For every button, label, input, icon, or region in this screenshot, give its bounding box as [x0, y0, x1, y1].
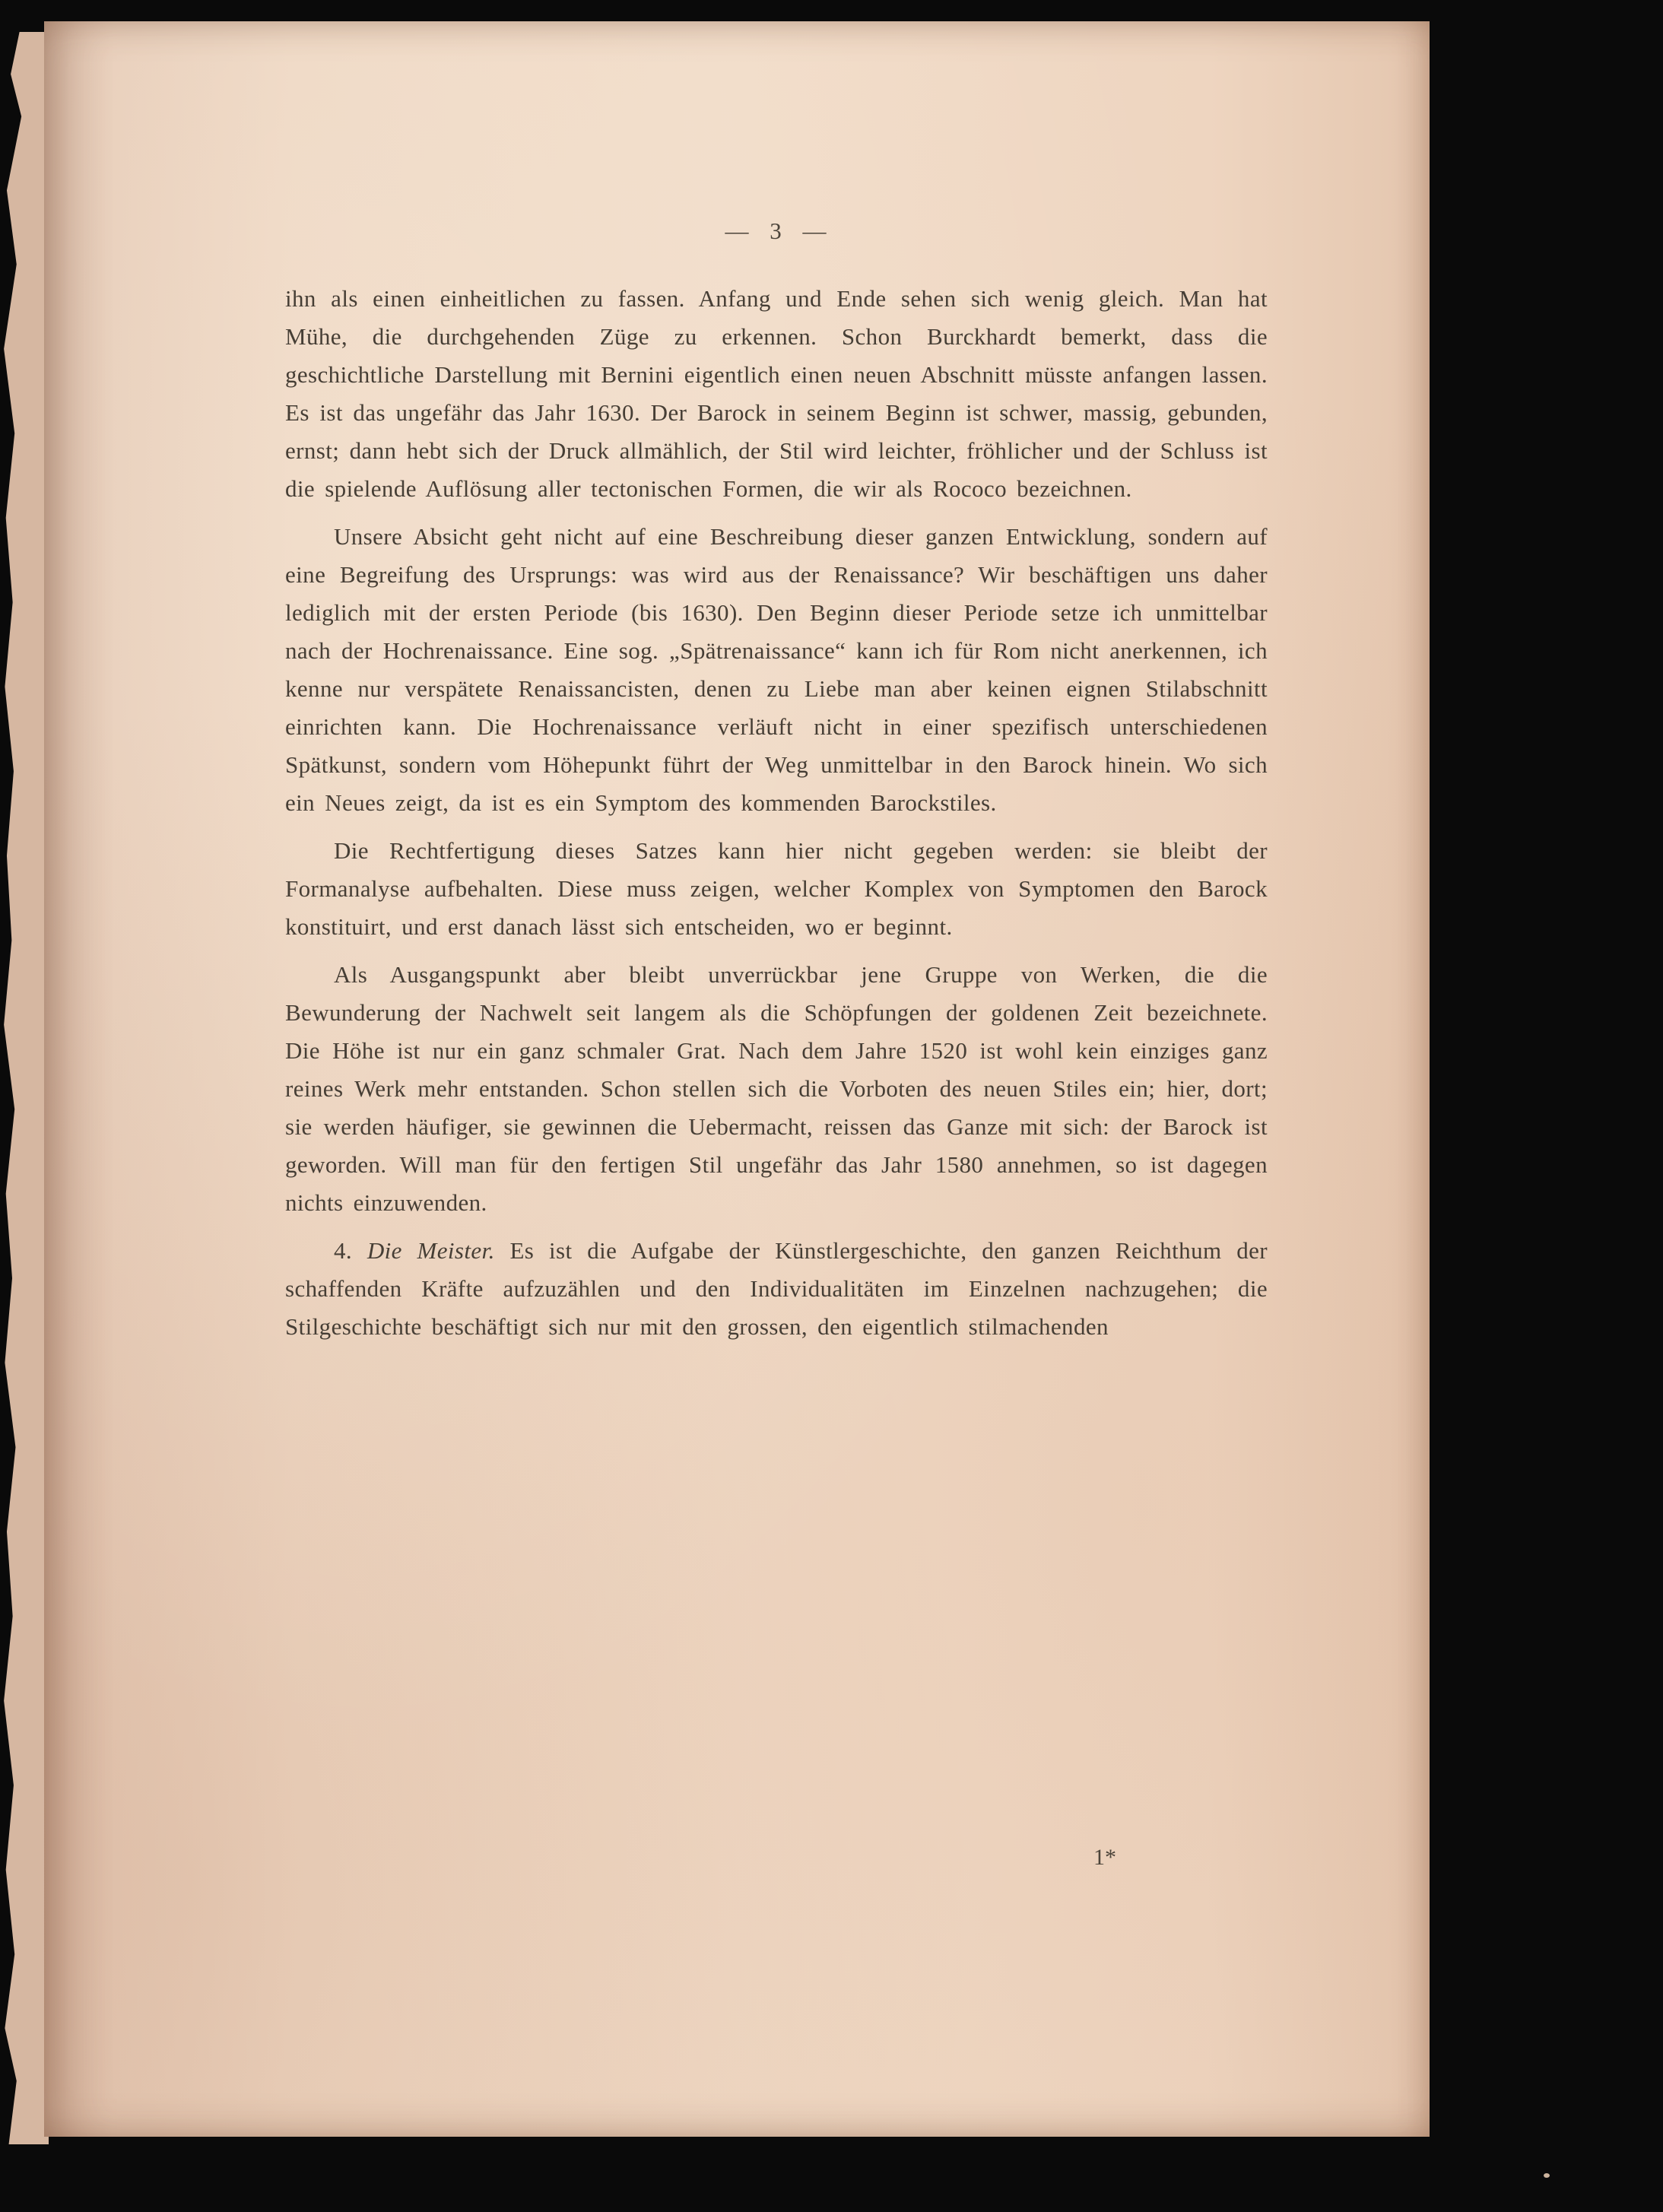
section-title: Die Meister.: [367, 1237, 495, 1264]
page-number: — 3 —: [725, 217, 828, 244]
paragraph-continuation: ihn als einen einheitlichen zu fassen. Anfang und Ende sehen sich wenig gleich. Man hat Mühe, die durchgehenden Züge zu erkennen. Schon Burckhardt bemerkt, dass die geschichtliche Darstellung mit Bernini eigentlich einen neuen Abschnitt müsste anfangen lassen. Es ist das ungefähr das Jahr 1630. Der Barock in seinem Beginn ist schwer, massig, gebunden, ernst; dann hebt sich der Druck allmählich, der Stil wird leichter, fröhlicher und der Schluss ist die spielende Auflösung aller tectonischen Formen, die wir als Rococo bezeichnen.: [285, 285, 1268, 502]
paragraph: Als Ausgangspunkt aber bleibt unverrückbar jene Gruppe von Werken, die die Bewunderung der Nachwelt seit langem als die Schöpfungen der goldenen Zeit bezeichnete. Die Höhe ist nur ein ganz schmaler Grat. Nach dem Jahre 1520 ist wohl kein einziges ganz reines Werk mehr entstanden. Schon stellen sich die Vorboten des neuen Stiles ein; hier, dort; sie werden häufiger, sie gewinnen die Uebermacht, reissen das Ganze mit sich: der Barock ist geworden. Will man für den fertigen Stil ungefähr das Jahr 1580 annehmen, so ist dagegen nichts einzuwenden.: [285, 961, 1268, 1216]
book-binding-torn-edge: [0, 32, 49, 2144]
text-block: [285, 280, 1268, 1356]
section-number: 4.: [334, 1237, 353, 1264]
section-text: Es ist die Aufgabe der Künstlergeschichte, den ganzen Reichthum der schaffenden Kräfte aufzuzählen und den Individualitäten im Einzelnen nachzugehen; die Stilgeschichte beschäftigt sich nur mit den grossen, den eigentlich stilmachenden: [285, 1237, 1268, 1340]
paper-speck: [1544, 2173, 1550, 2178]
paragraph: Die Rechtfertigung dieses Satzes kann hier nicht gegeben werden: sie bleibt der Formanalyse aufbehalten. Diese muss zeigen, welcher Komplex von Symptomen den Barock konstituirt, und erst danach lässt sich entscheiden, wo er beginnt.: [285, 837, 1268, 940]
paragraph: Unsere Absicht geht nicht auf eine Beschreibung dieser ganzen Entwicklung, sondern auf eine Begreifung des Ursprungs: was wird aus der Renaissance? Wir beschäftigen uns daher lediglich mit der ersten Periode (bis 1630). Den Beginn dieser Periode setze ich unmittelbar nach der Hochrenaissance. Eine sog. „Spätrenaissance“ kann ich für Rom nicht anerkennen, ich kenne nur verspätete Renaissancisten, denen zu Liebe man aber keinen eignen Stilabschnitt einrichten kann. Die Hochrenaissance verläuft nicht in einer spezifisch unterschiedenen Spätkunst, sondern vom Höhepunkt führt der Weg unmittelbar in den Barock hinein. Wo sich ein Neues zeigt, da ist es ein Symptom des kommenden Barockstiles.: [285, 523, 1268, 816]
signature-mark: 1*: [1093, 1845, 1116, 1870]
paragraph-section-start: [285, 1232, 1268, 1346]
page: [44, 21, 1430, 2137]
